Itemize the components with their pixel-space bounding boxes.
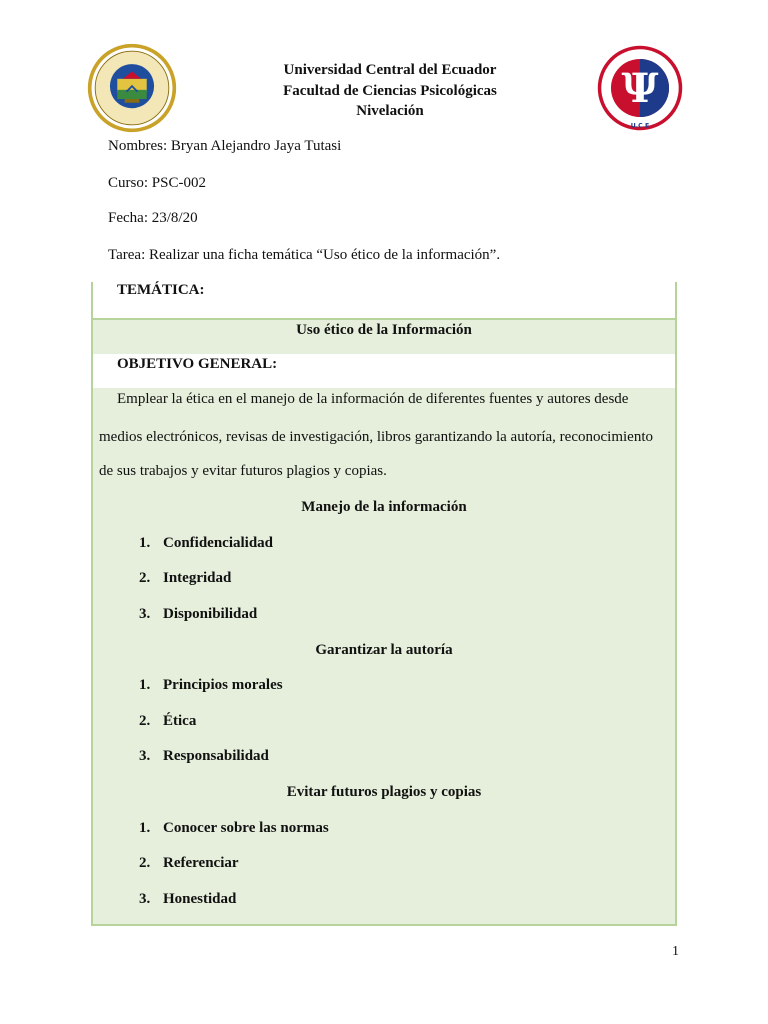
list-item: 1. Principios morales: [139, 677, 283, 693]
objetivo-label: OBJETIVO GENERAL:: [117, 356, 278, 372]
list-item: 1. Confidencialidad: [139, 535, 274, 551]
section-title: Manejo de la información: [301, 499, 467, 515]
list-item: 3. Honestidad: [139, 891, 237, 907]
list-item: 2. Referenciar: [139, 855, 239, 871]
page-number: 1: [672, 944, 679, 959]
faculty-name: Facultad de Ciencias Psicológicas: [283, 82, 497, 99]
date: Fecha: 23/8/20: [108, 210, 198, 226]
course: Curso: PSC-002: [108, 175, 206, 191]
university-seal-logo: [86, 42, 178, 134]
list-item: 3. Responsabilidad: [139, 748, 269, 764]
objetivo-content: [93, 388, 675, 924]
tematica-label-row: [93, 282, 675, 318]
section-title: Garantizar la autoría: [315, 642, 453, 658]
svg-text:Ψ: Ψ: [621, 64, 659, 113]
list-item: 2. Ética: [139, 713, 197, 729]
student-name: Nombres: Bryan Alejandro Jaya Tutasi: [108, 138, 342, 154]
university-name: Universidad Central del Ecuador: [283, 62, 497, 78]
section-title: Evitar futuros plagios y copias: [286, 784, 482, 800]
thematic-card-table: [91, 282, 677, 926]
program-name: Nivelación: [356, 103, 424, 119]
list-item: 3. Disponibilidad: [139, 606, 258, 622]
tematica-value-row: [93, 318, 675, 354]
assignment: Tarea: Realizar una ficha temática “Uso ético de la información”.: [108, 247, 501, 263]
svg-text:U.C.E: U.C.E: [630, 122, 650, 130]
objetivo-line: de sus trabajos y evitar futuros plagios y copias.: [99, 463, 387, 479]
psychology-faculty-seal-logo: [596, 44, 684, 132]
institution-header: [180, 60, 600, 122]
objetivo-line: Emplear la ética en el manejo de la información de diferentes fuentes y autores desde: [117, 391, 629, 407]
list-item: 1. Conocer sobre las normas: [139, 820, 329, 836]
objetivo-label-row: [93, 354, 675, 388]
tematica-label: TEMÁTICA:: [117, 282, 205, 298]
list-item: 2. Integridad: [139, 570, 232, 586]
objetivo-line: medios electrónicos, revisas de investigación, libros garantizando la autoría, reconocimiento: [99, 429, 653, 445]
tematica-value: Uso ético de la Información: [296, 322, 472, 338]
